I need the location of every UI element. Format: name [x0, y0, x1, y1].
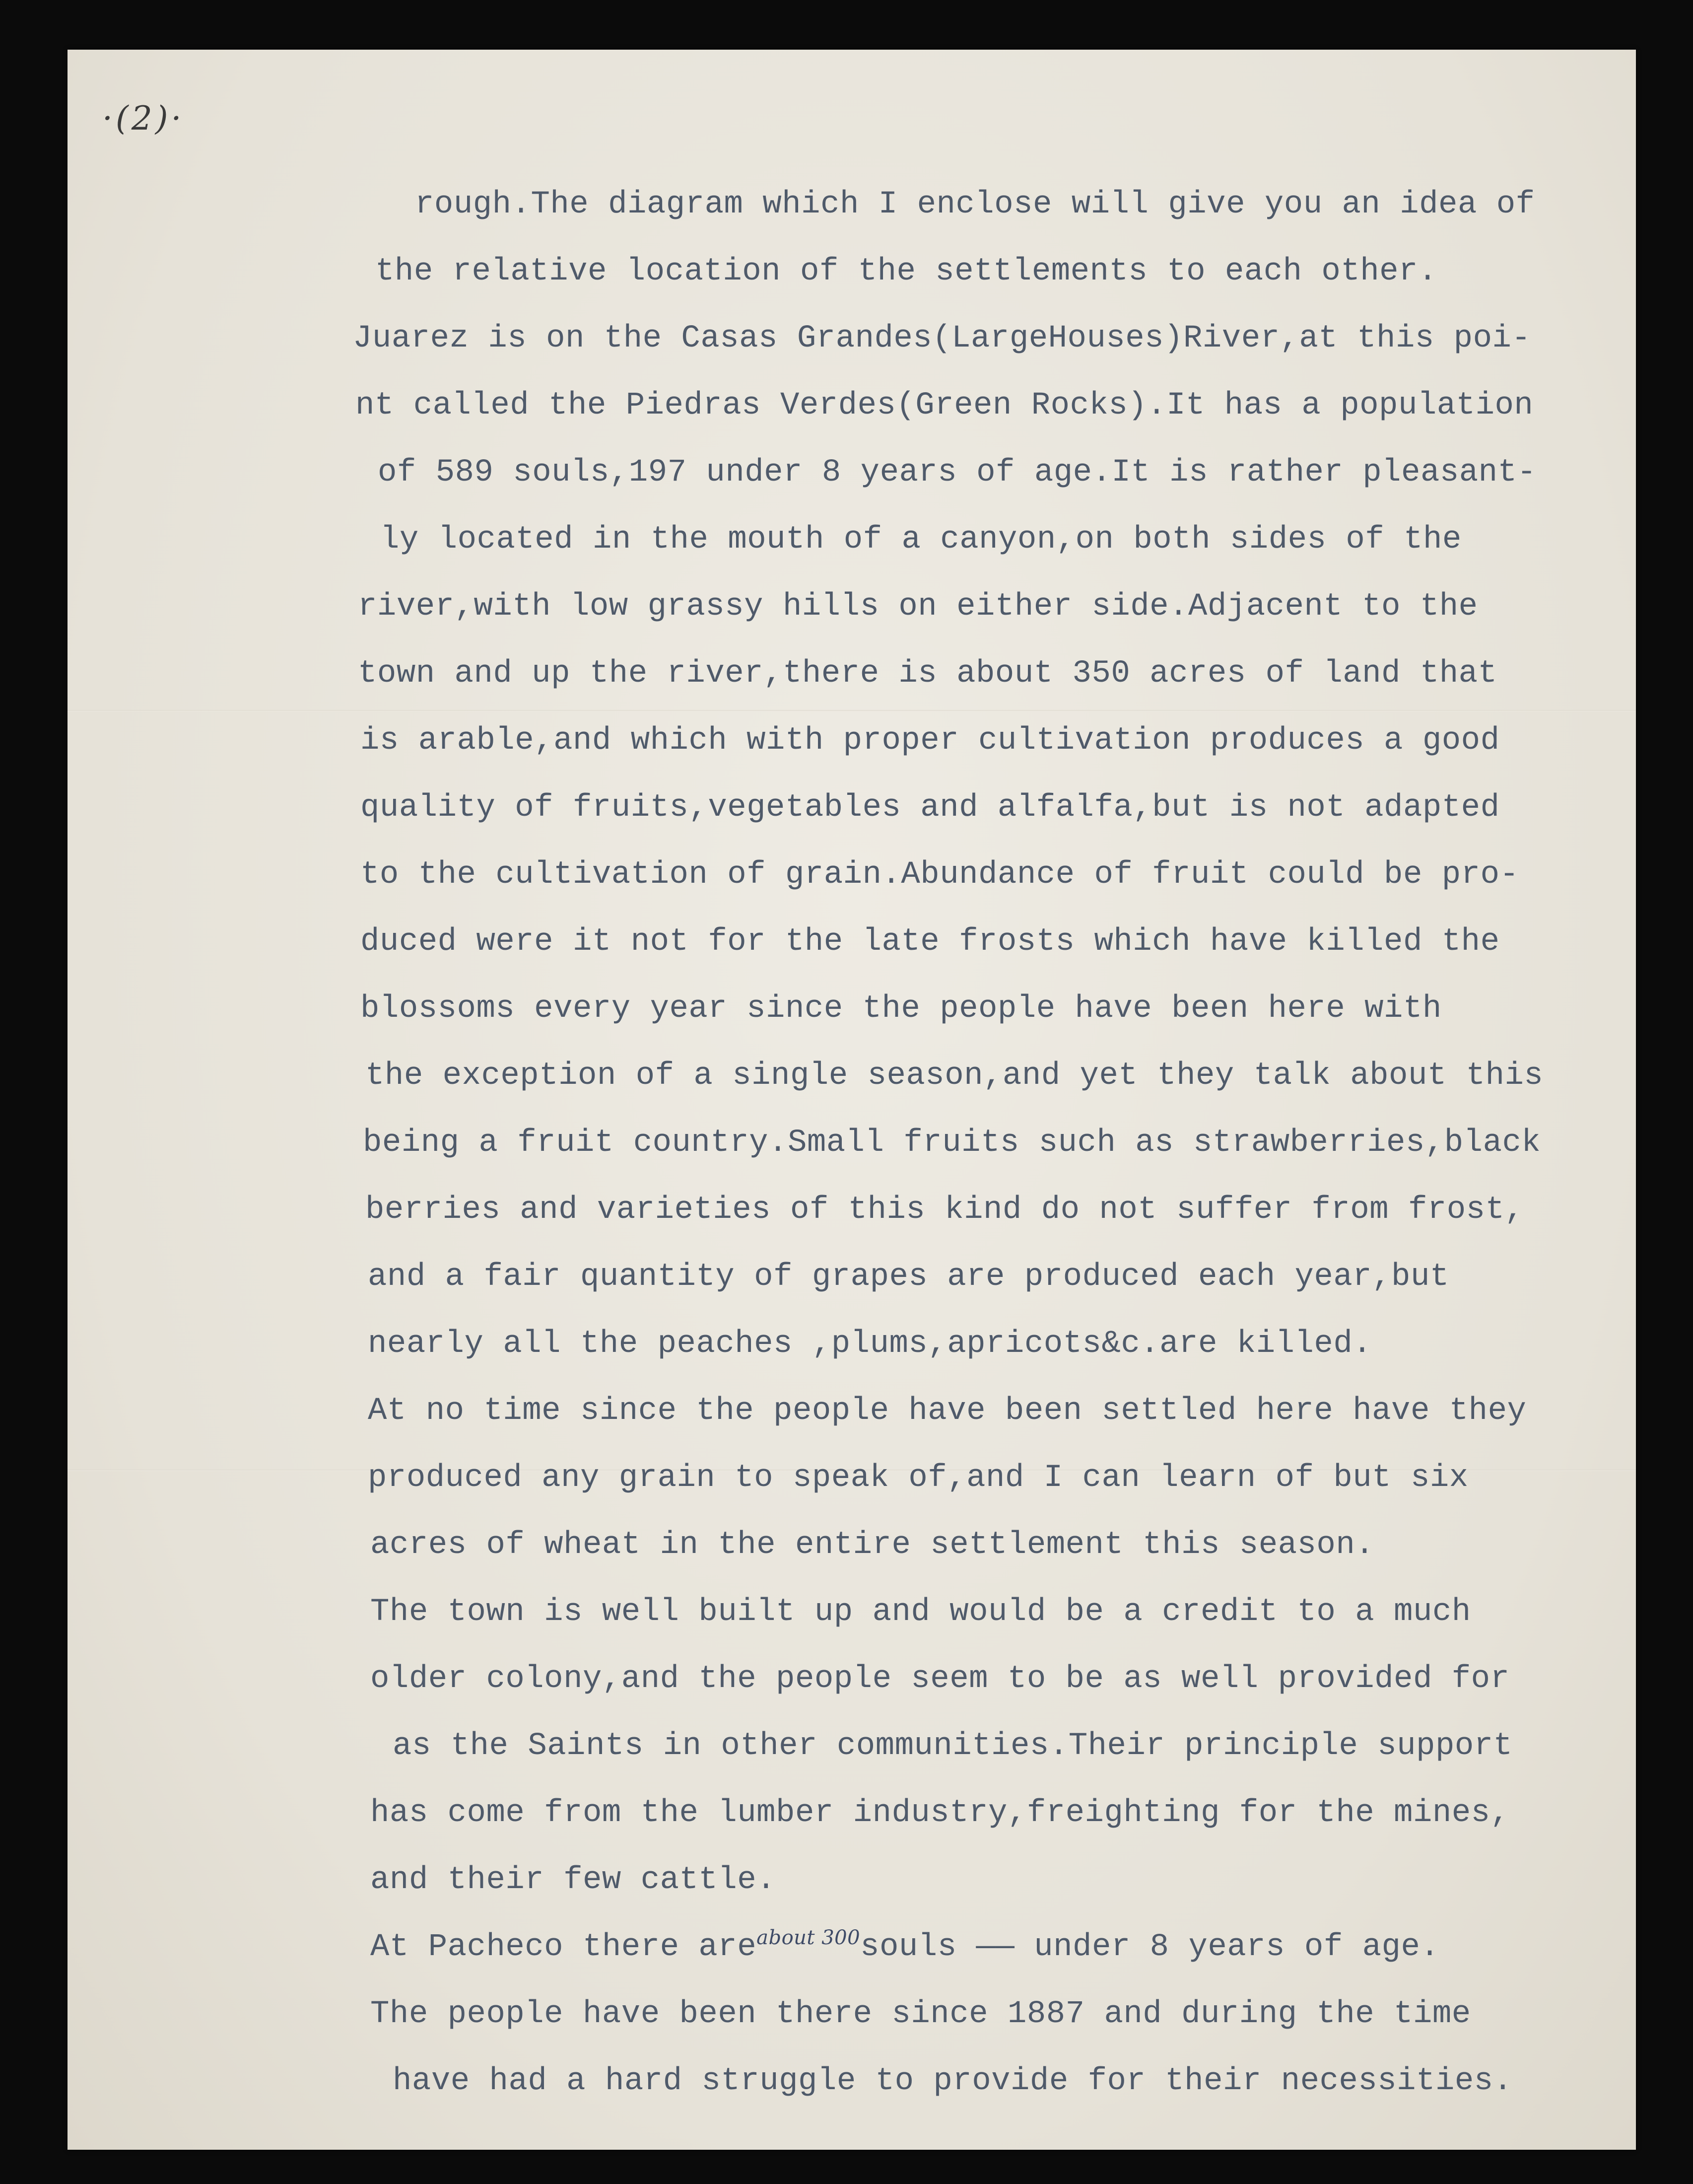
text-line: produced any grain to speak of,and I can learn of but six — [368, 1460, 1469, 1496]
text-line: nt called the Piedras Verdes(Green Rocks).It has a population — [355, 388, 1534, 423]
text-line: and their few cattle. — [370, 1862, 776, 1898]
text-line: being a fruit country.Small fruits such as strawberries,black — [363, 1125, 1541, 1161]
text-line: town and up the river,there is about 350 acres of land that — [358, 656, 1497, 692]
text-line: duced were it not for the late frosts which have killed the — [360, 924, 1500, 960]
text-segment: souls —— under 8 years of age. — [860, 1929, 1440, 1965]
text-line: berries and varieties of this kind do not suffer from frost, — [365, 1192, 1524, 1228]
text-line: and a fair quantity of grapes are produced each year,but — [368, 1259, 1449, 1295]
handwritten-annotation: about 300 — [756, 1926, 861, 1949]
text-line: The town is well built up and would be a credit to a much — [370, 1594, 1471, 1630]
text-line: rough.The diagram which I enclose will give you an idea of — [415, 187, 1535, 222]
text-line: Juarez is on the Casas Grandes(LargeHouses)River,at this poi- — [353, 321, 1531, 356]
text-line: acres of wheat in the entire settlement this season. — [370, 1527, 1375, 1563]
text-line: is arable,and which with proper cultivation produces a good — [360, 723, 1500, 759]
text-line: to the cultivation of grain.Abundance of fruit could be pro- — [360, 857, 1519, 893]
text-line: the relative location of the settlements to each other. — [375, 254, 1437, 289]
text-line: has come from the lumber industry,freighting for the mines, — [370, 1795, 1510, 1831]
text-segment: At Pacheco there are — [370, 1929, 757, 1965]
text-line: nearly all the peaches ,plums,apricots&c.are killed. — [368, 1326, 1372, 1362]
text-line: of 589 souls,197 under 8 years of age.It is rather pleasant- — [378, 455, 1537, 491]
text-line: The people have been there since 1887 and during the time — [370, 1996, 1471, 2032]
page-number: ·(2)· — [102, 99, 185, 138]
text-line: older colony,and the people seem to be as well provided for — [370, 1661, 1510, 1697]
paper-fold — [68, 710, 1636, 711]
text-line: quality of fruits,vegetables and alfalfa,but is not adapted — [360, 790, 1500, 826]
document-page — [68, 50, 1636, 2150]
text-line: as the Saints in other communities.Their principle support — [393, 1728, 1513, 1764]
text-line: have had a hard struggle to provide for their necessities. — [393, 2063, 1513, 2099]
text-line: river,with low grassy hills on either side.Adjacent to the — [358, 589, 1478, 625]
text-line: the exception of a single season,and yet they talk about this — [365, 1058, 1544, 1094]
text-line-pacheco — [370, 1926, 1440, 1965]
text-line: At no time since the people have been settled here have they — [368, 1393, 1527, 1429]
text-line: blossoms every year since the people have been here with — [360, 991, 1442, 1027]
text-line: ly located in the mouth of a canyon,on both sides of the — [380, 522, 1462, 558]
